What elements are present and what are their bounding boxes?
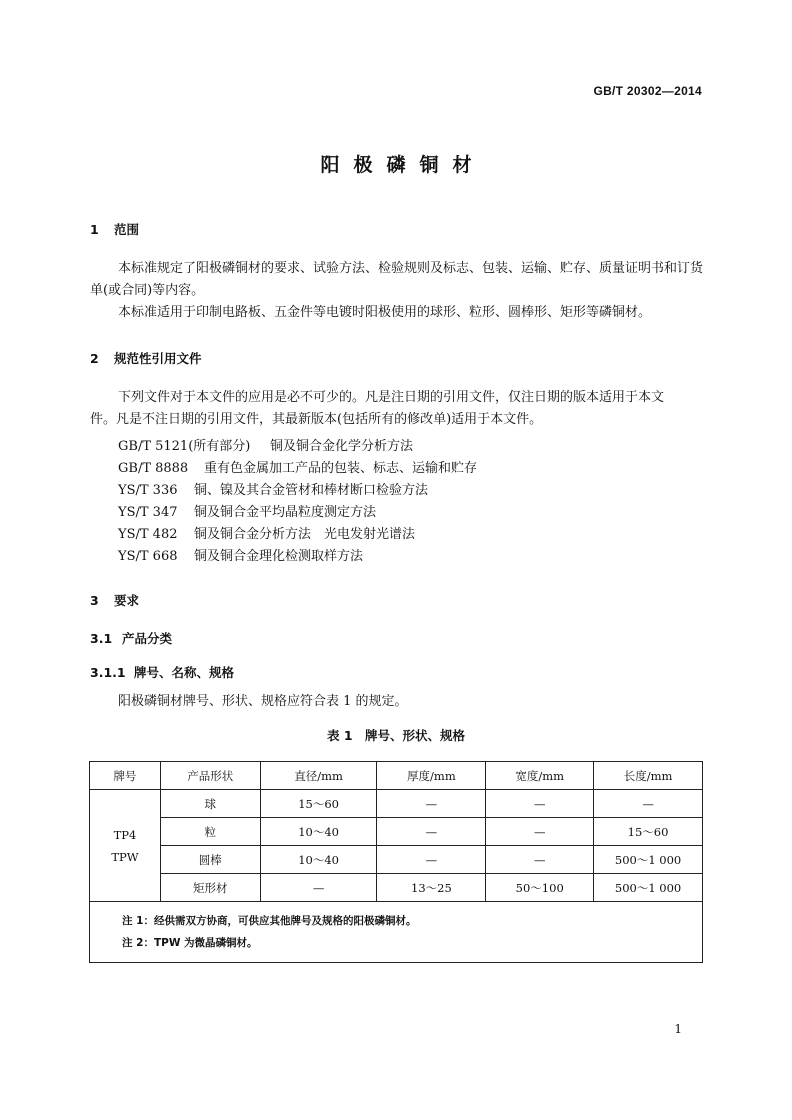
table-cell: 10～40 [260, 818, 377, 846]
reference-item [118, 435, 413, 454]
reference-item [118, 545, 363, 564]
reference-code: YS/T 336 [118, 483, 178, 498]
reference-title: 铜及铜合金分析方法 光电发射光谱法 [194, 527, 416, 542]
table-cell: — [377, 790, 486, 818]
paragraph: 本标准规定了阳极磷铜材的要求、试验方法、检验规则及标志、包装、运输、贮存、质量证明书和订货 [118, 261, 704, 276]
paragraph: 阳极磷铜材牌号、形状、规格应符合表 1 的规定。 [118, 694, 408, 709]
table-cell: 10～40 [260, 846, 377, 874]
table-notes-row [90, 902, 703, 963]
paragraph: 单(或合同)等内容。 [90, 283, 205, 298]
header-cell: 宽度/mm [486, 762, 594, 790]
header-cell: 牌号 [90, 762, 161, 790]
paragraph: 下列文件对于本文件的应用是必不可少的。凡是注日期的引用文件，仅注日期的版本适用于本文 [118, 390, 665, 405]
subsection-3-1-1-heading [90, 663, 234, 681]
page-number: 1 [674, 1022, 682, 1036]
grade-value: TPW [111, 849, 139, 864]
table-cell: 15～60 [260, 790, 377, 818]
table-cell: — [377, 846, 486, 874]
section-title: 范围 [114, 222, 140, 237]
document-title: 阳极磷铜材 [320, 154, 486, 176]
table-row [90, 790, 703, 818]
table-row [90, 846, 703, 874]
section-number: 2 [90, 351, 99, 366]
section-2-heading [90, 349, 202, 367]
section-title: 产品分类 [122, 631, 173, 646]
table-row [90, 874, 703, 902]
paragraph: 本标准适用于印制电路板、五金件等电镀时阳极使用的球形、粒形、圆棒形、矩形等磷铜材。 [118, 305, 652, 320]
paragraph: 件。凡是不注日期的引用文件，其最新版本(包括所有的修改单)适用于本文件。 [90, 412, 543, 427]
reference-item [118, 479, 428, 498]
table-note: 注 2：TPW 为微晶磷铜材。 [122, 937, 258, 949]
header-cell: 直径/mm [260, 762, 377, 790]
reference-code: YS/T 668 [118, 549, 178, 564]
reference-item [118, 457, 477, 476]
section-number: 3.1.1 [90, 665, 126, 680]
reference-title: 铜及铜合金化学分析方法 [270, 439, 414, 454]
table-cell: — [260, 874, 377, 902]
table-cell: 粒 [160, 818, 260, 846]
subsection-3-1-heading [90, 629, 172, 647]
section-title: 规范性引用文件 [114, 351, 202, 366]
table-cell: — [594, 790, 703, 818]
section-number: 1 [90, 222, 99, 237]
standard-code: GB/T 20302—2014 [593, 84, 702, 98]
reference-title: 铜、镍及其合金管材和棒材断口检验方法 [194, 483, 429, 498]
table-caption: 表 1 牌号、形状、规格 [326, 728, 466, 743]
reference-code: GB/T 5121(所有部分) [118, 439, 251, 454]
table-cell: 圆棒 [160, 846, 260, 874]
table-cell: — [486, 790, 594, 818]
reference-code: YS/T 347 [118, 505, 178, 520]
grade-value: TP4 [113, 827, 137, 842]
section-1-heading [90, 220, 139, 238]
table-cell: 球 [160, 790, 260, 818]
table-cell: 500～1 000 [594, 846, 703, 874]
header-cell: 厚度/mm [377, 762, 486, 790]
reference-title: 铜及铜合金平均晶粒度测定方法 [194, 505, 377, 520]
table-note: 注 1：经供需双方协商，可供应其他牌号及规格的阳极磷铜材。 [122, 915, 417, 927]
section-title: 牌号、名称、规格 [134, 665, 235, 680]
reference-item [118, 501, 376, 520]
reference-code: YS/T 482 [118, 527, 178, 542]
section-3-heading [90, 591, 139, 609]
table-header-row [90, 762, 703, 790]
table-cell: 13～25 [377, 874, 486, 902]
table-cell: — [486, 846, 594, 874]
table-cell: — [486, 818, 594, 846]
section-number: 3 [90, 593, 99, 608]
header-cell: 产品形状 [160, 762, 260, 790]
table-cell: — [377, 818, 486, 846]
grade-cell [90, 790, 161, 902]
reference-title: 重有色金属加工产品的包装、标志、运输和贮存 [204, 461, 478, 476]
table-row [90, 818, 703, 846]
reference-title: 铜及铜合金理化检测取样方法 [194, 549, 364, 564]
section-title: 要求 [114, 593, 140, 608]
notes-cell [90, 902, 703, 963]
header-cell: 长度/mm [594, 762, 703, 790]
table-cell: 50～100 [486, 874, 594, 902]
table-cell: 15～60 [594, 818, 703, 846]
spec-table [89, 761, 703, 963]
reference-item [118, 523, 415, 542]
table-cell: 500～1 000 [594, 874, 703, 902]
table-cell: 矩形材 [160, 874, 260, 902]
section-number: 3.1 [90, 631, 113, 646]
reference-code: GB/T 8888 [118, 461, 189, 476]
